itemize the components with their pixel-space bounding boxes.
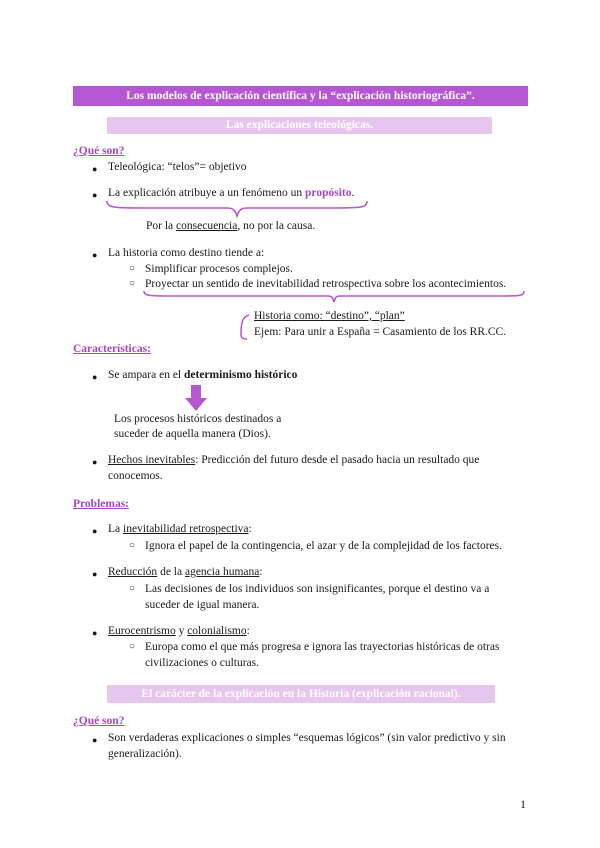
curly-brace-icon [142, 290, 527, 304]
list-item: Reducción de la agencia humana: [108, 566, 263, 578]
curly-brace-icon [105, 199, 370, 219]
problemas-heading: Problemas: [73, 498, 130, 510]
bullet-icon: ● [92, 372, 98, 382]
que-son-heading: ¿Qué son? [73, 145, 125, 157]
list-item: La historia como destino tiende a: [108, 247, 265, 259]
circle-bullet-icon: ○ [129, 583, 136, 594]
proposito-emphasis: propósito [305, 187, 352, 199]
sub-list-item-continuation: civilizaciones o culturas. [145, 657, 260, 669]
circle-bullet-icon: ○ [129, 263, 136, 274]
arrow-text: Los procesos históricos destinados a [114, 413, 282, 425]
bullet-icon: ● [92, 457, 98, 467]
bullet-icon: ● [92, 250, 98, 260]
bullet-icon: ● [92, 628, 98, 638]
list-item: Teleológica: “telos”= objetivo [108, 161, 247, 173]
list-item: La inevitabilidad retrospectiva: [108, 523, 252, 535]
sub-list-item: Las decisiones de los individuos son insignificantes, porque el destino va a [145, 583, 490, 595]
bullet-icon: ● [92, 526, 98, 536]
sub-list-item: Proyectar un sentido de inevitabilidad retrospectiva sobre los acontecimientos. [145, 278, 507, 290]
que-son-heading-2: ¿Qué son? [73, 715, 125, 727]
list-item-continuation: generalización). [108, 748, 182, 760]
list-item-continuation: conocemos. [108, 470, 163, 482]
document-title: Los modelos de explicación científica y la “explicación historiográfica”. [73, 86, 528, 106]
bullet-icon: ● [92, 569, 98, 579]
list-item: La explicación atribuye a un fenómeno un propósito. [108, 187, 355, 199]
sub-list-item: Simplificar procesos complejos. [145, 263, 293, 275]
list-item: Se ampara en el determinismo histórico [108, 369, 298, 381]
bullet-icon: ● [92, 735, 98, 745]
list-item: Hechos inevitables: Predicción del futuro desde el pasado hacia un resultado que [108, 454, 480, 466]
bracket-icon [237, 313, 253, 341]
caracteristicas-heading: Características: [73, 343, 151, 355]
circle-bullet-icon: ○ [129, 540, 136, 551]
list-item: Eurocentrismo y colonialismo: [108, 625, 250, 637]
note-historia: Historia como: “destino”, “plan” [254, 310, 405, 322]
sub-list-item-continuation: suceder de igual manera. [145, 599, 260, 611]
list-item: Son verdaderas explicaciones o simples “esquemas lógicos” (sin valor predictivo y sin [108, 732, 506, 744]
circle-bullet-icon: ○ [129, 641, 136, 652]
note-ejemplo: Ejem: Para unir a España = Casamiento de los RR.CC. [254, 326, 507, 338]
brace-note: Por la consecuencia, no por la causa. [146, 220, 316, 232]
sub-list-item: Ignora el papel de la contingencia, el azar y de la complejidad de los factores. [145, 540, 502, 552]
page-number: 1 [520, 797, 526, 811]
bullet-icon: ● [92, 164, 98, 174]
section-heading-caracter: El carácter de la explicación en la Historia (explicación racional). [107, 685, 495, 703]
down-arrow-icon [184, 385, 208, 413]
arrow-text: suceder de aquella manera (Dios). [114, 428, 271, 440]
circle-bullet-icon: ○ [129, 278, 136, 289]
bullet-icon: ● [92, 190, 98, 200]
section-heading-teleologicas: Las explicaciones teleológicas. [107, 117, 492, 134]
sub-list-item: Europa como el que más progresa e ignora las trayectorias históricas de otras [145, 641, 500, 653]
